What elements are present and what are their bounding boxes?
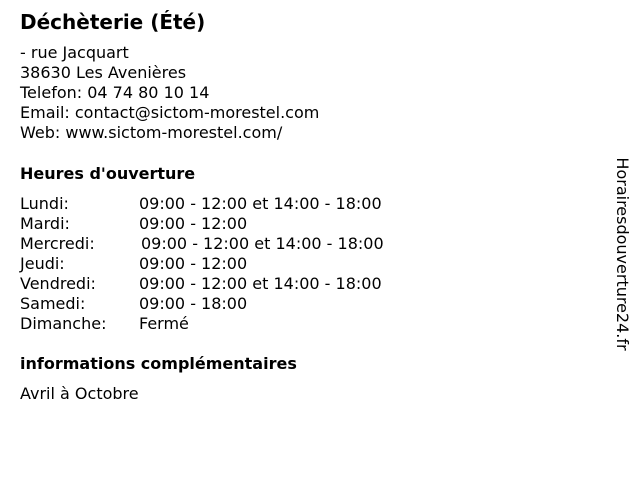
day-label: Lundi: bbox=[20, 194, 69, 213]
hours-row-mardi bbox=[20, 214, 384, 234]
page-title: Déchèterie (Été) bbox=[20, 10, 206, 34]
hours-row-samedi bbox=[20, 294, 384, 314]
hours-row-dimanche bbox=[20, 314, 384, 334]
hours-row-jeudi bbox=[20, 254, 384, 274]
address-web: Web: www.sictom-morestel.com/ bbox=[20, 123, 283, 142]
hours-row-vendredi bbox=[20, 274, 384, 294]
day-label: Vendredi: bbox=[20, 274, 96, 293]
address-city: 38630 Les Avenières bbox=[20, 63, 187, 82]
info-heading: informations complémentaires bbox=[20, 354, 297, 373]
day-label: Mardi: bbox=[20, 214, 70, 233]
day-label: Samedi: bbox=[20, 294, 86, 313]
hours-row-mercredi bbox=[20, 234, 384, 254]
time-slots: 09:00 - 18:00 bbox=[139, 294, 248, 313]
hours-row-lundi bbox=[20, 194, 384, 214]
time-slots: 09:00 - 12:00 bbox=[139, 214, 248, 233]
hours-heading: Heures d'ouverture bbox=[20, 164, 196, 183]
time-slots: 09:00 - 12:00 bbox=[139, 254, 248, 273]
info-text: Avril à Octobre bbox=[20, 384, 139, 403]
hours-table bbox=[20, 194, 384, 334]
time-slots: 09:00 - 12:00 et 14:00 - 18:00 bbox=[139, 194, 382, 213]
day-label: Dimanche: bbox=[20, 314, 107, 333]
site-watermark: Horairesdouverture24.fr bbox=[613, 157, 632, 351]
time-slots: 09:00 - 12:00 et 14:00 - 18:00 bbox=[141, 234, 384, 253]
day-label: Jeudi: bbox=[20, 254, 65, 273]
address-email: Email: contact@sictom-morestel.com bbox=[20, 103, 320, 122]
address-phone: Telefon: 04 74 80 10 14 bbox=[20, 83, 210, 102]
time-slots: 09:00 - 12:00 et 14:00 - 18:00 bbox=[139, 274, 382, 293]
day-label: Mercredi: bbox=[20, 234, 95, 253]
time-slots: Fermé bbox=[139, 314, 189, 333]
address-block bbox=[20, 43, 319, 143]
address-street: - rue Jacquart bbox=[20, 43, 129, 62]
